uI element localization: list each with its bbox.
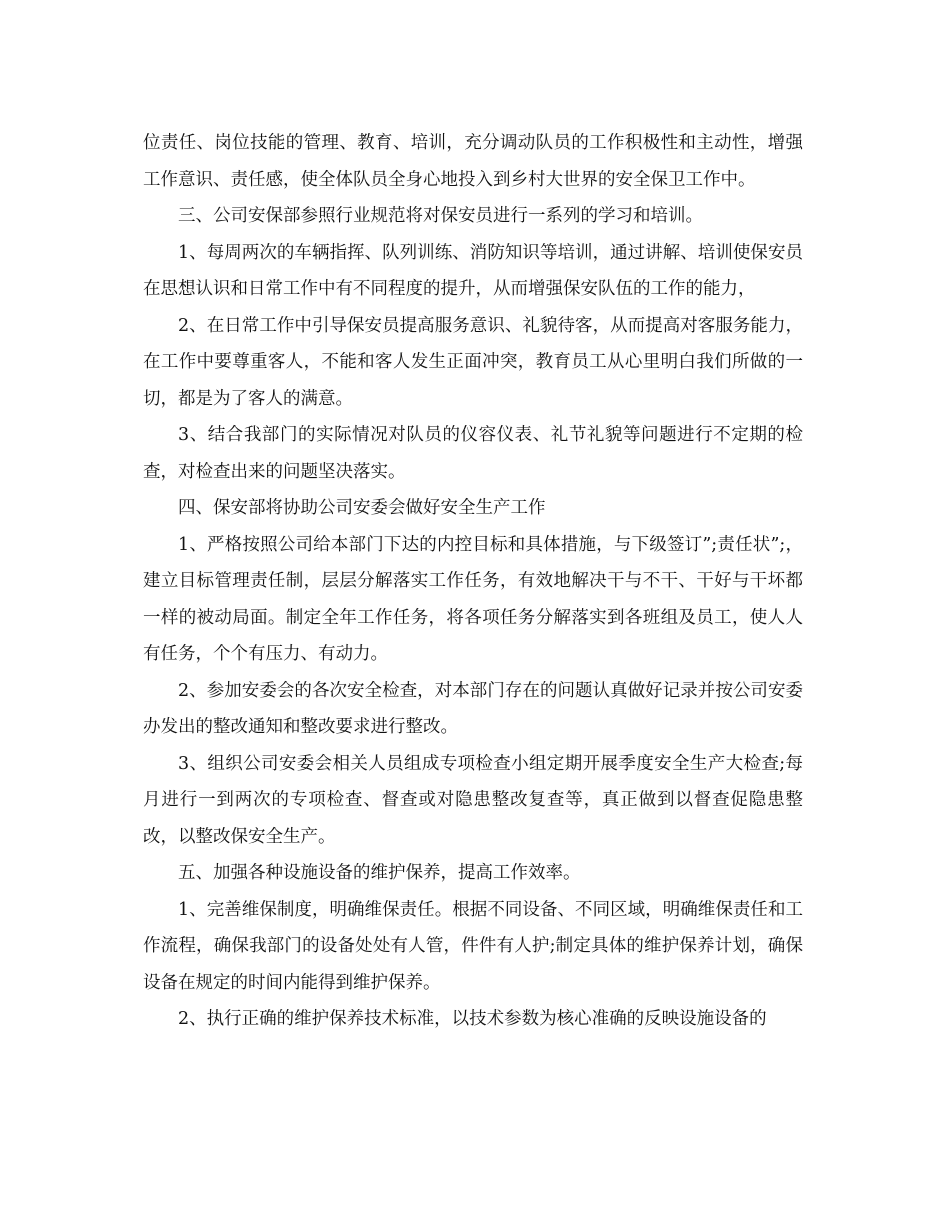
section-heading-5: 五、加强各种设施设备的维护保养，提高工作效率。 bbox=[178, 863, 581, 883]
document-body bbox=[143, 125, 803, 1038]
section-heading-4: 四、保安部将协助公司安委会做好安全生产工作 bbox=[178, 498, 546, 518]
paragraph-item: 1、严格按照公司给本部门下达的内控目标和具体措施，与下级签订”;责任状”;，建立目标管理责任制，层层分解落实工作任务，有效地解决干与不干、干好与干坏都一样的被动局面。制定全年工作任务，将各项任务分解落实到各班组及员工，使人人有任务，个个有压力、有动力。 bbox=[143, 534, 803, 664]
section-heading-3: 三、公司安保部参照行业规范将对保安员进行一系列的学习和培训。 bbox=[178, 206, 703, 226]
paragraph-item: 2、参加安委会的各次安全检查，对本部门存在的问题认真做好记录并按公司安委办发出的整改通知和整改要求进行整改。 bbox=[143, 680, 803, 737]
paragraph-item: 3、结合我部门的实际情况对队员的仪容仪表、礼节礼貌等问题进行不定期的检查，对检查出来的问题坚决落实。 bbox=[143, 425, 803, 482]
paragraph-item: 1、完善维保制度，明确维保责任。根据不同设备、不同区域，明确维保责任和工作流程，确保我部门的设备处处有人管，件件有人护;制定具体的维护保养计划，确保设备在规定的时间内能得到维护保养。 bbox=[143, 899, 803, 993]
paragraph-item: 2、执行正确的维护保养技术标准，以技术参数为核心准确的反映设施设备的 bbox=[178, 1009, 767, 1029]
paragraph-item: 3、组织公司安委会相关人员组成专项检查小组定期开展季度安全生产大检查;每月进行一到两次的专项检查、督查或对隐患整改复查等，真正做到以督查促隐患整改，以整改保安全生产。 bbox=[143, 753, 803, 847]
paragraph-continuation: 位责任、岗位技能的管理、教育、培训，充分调动队员的工作积极性和主动性，增强工作意识、责任感，使全体队员全身心地投入到乡村大世界的安全保卫工作中。 bbox=[143, 133, 803, 190]
paragraph-item: 1、每周两次的车辆指挥、队列训练、消防知识等培训，通过讲解、培训使保安员在思想认识和日常工作中有不同程度的提升，从而增强保安队伍的工作的能力， bbox=[143, 242, 803, 299]
paragraph-item: 2、在日常工作中引导保安员提高服务意识、礼貌待客，从而提高对客服务能力，在工作中要尊重客人，不能和客人发生正面冲突，教育员工从心里明白我们所做的一切，都是为了客人的满意。 bbox=[143, 315, 803, 409]
